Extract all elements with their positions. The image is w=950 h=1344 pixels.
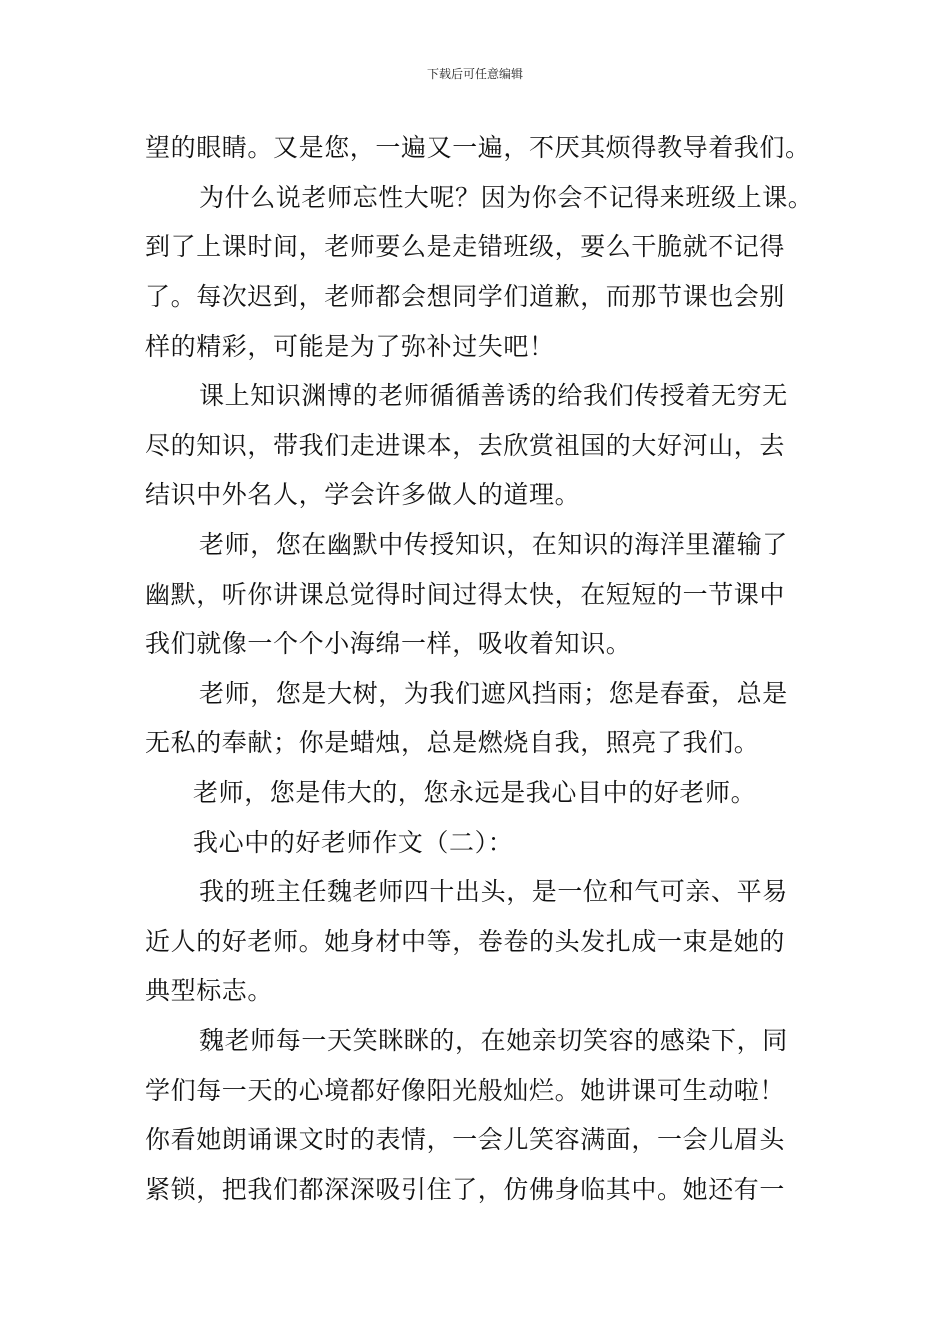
paragraph-first-line: 课上知识渊博的老师循循善诱的给我们传授着无穷无 bbox=[199, 381, 788, 410]
paragraph-first-line: 老师，您在幽默中传授知识，在知识的海洋里灌输了 bbox=[199, 530, 788, 559]
paragraph-first-line: 魏老师每一天笑眯眯的，在她亲切笑容的感染下，同 bbox=[199, 1026, 788, 1055]
text-line: 样的精彩，可能是为了弥补过失吧！ bbox=[145, 332, 555, 361]
text-line: 到了上课时间，老师要么是走错班级，要么干脆就不记得 bbox=[145, 232, 786, 261]
text-line: 典型标志。 bbox=[145, 976, 274, 1005]
paragraph-first-line: 我的班主任魏老师四十出头，是一位和气可亲、平易 bbox=[199, 877, 788, 906]
text-line: 结识中外名人，学会许多做人的道理。 bbox=[145, 480, 581, 509]
text-line: 你看她朗诵课文时的表情，一会儿笑容满面，一会儿眉头 bbox=[145, 1125, 786, 1154]
paragraph-first-line: 为什么说老师忘性大呢？因为你会不记得来班级上课。 bbox=[199, 183, 814, 212]
paragraph-first-line: 老师，您是伟大的，您永远是我心目中的好老师。 bbox=[193, 778, 757, 807]
text-line: 幽默，听你讲课总觉得时间过得太快，在短短的一节课中 bbox=[145, 580, 786, 609]
text-line: 望的眼睛。又是您，一遍又一遍，不厌其烦得教导着我们。 bbox=[145, 133, 811, 162]
text-line: 紧锁，把我们都深深吸引住了，仿佛身临其中。她还有一 bbox=[145, 1175, 786, 1204]
text-line: 我们就像一个个小海绵一样，吸收着知识。 bbox=[145, 629, 632, 658]
section-heading: 我心中的好老师作文（二）： bbox=[193, 828, 514, 857]
text-line: 尽的知识，带我们走进课本，去欣赏祖国的大好河山，去 bbox=[145, 431, 786, 460]
text-line: 近人的好老师。她身材中等，卷卷的头发扎成一束是她的 bbox=[145, 927, 786, 956]
text-line: 了。每次迟到，老师都会想同学们道歉，而那节课也会别 bbox=[145, 282, 786, 311]
page-header-note: 下载后可任意编辑 bbox=[426, 67, 523, 81]
text-line: 无私的奉献；你是蜡烛，总是燃烧自我，照亮了我们。 bbox=[145, 728, 760, 757]
paragraph-first-line: 老师，您是大树，为我们遮风挡雨；您是春蚕，总是 bbox=[199, 679, 788, 708]
text-line: 学们每一天的心境都好像阳光般灿烂。她讲课可生动啦！ bbox=[145, 1076, 786, 1105]
